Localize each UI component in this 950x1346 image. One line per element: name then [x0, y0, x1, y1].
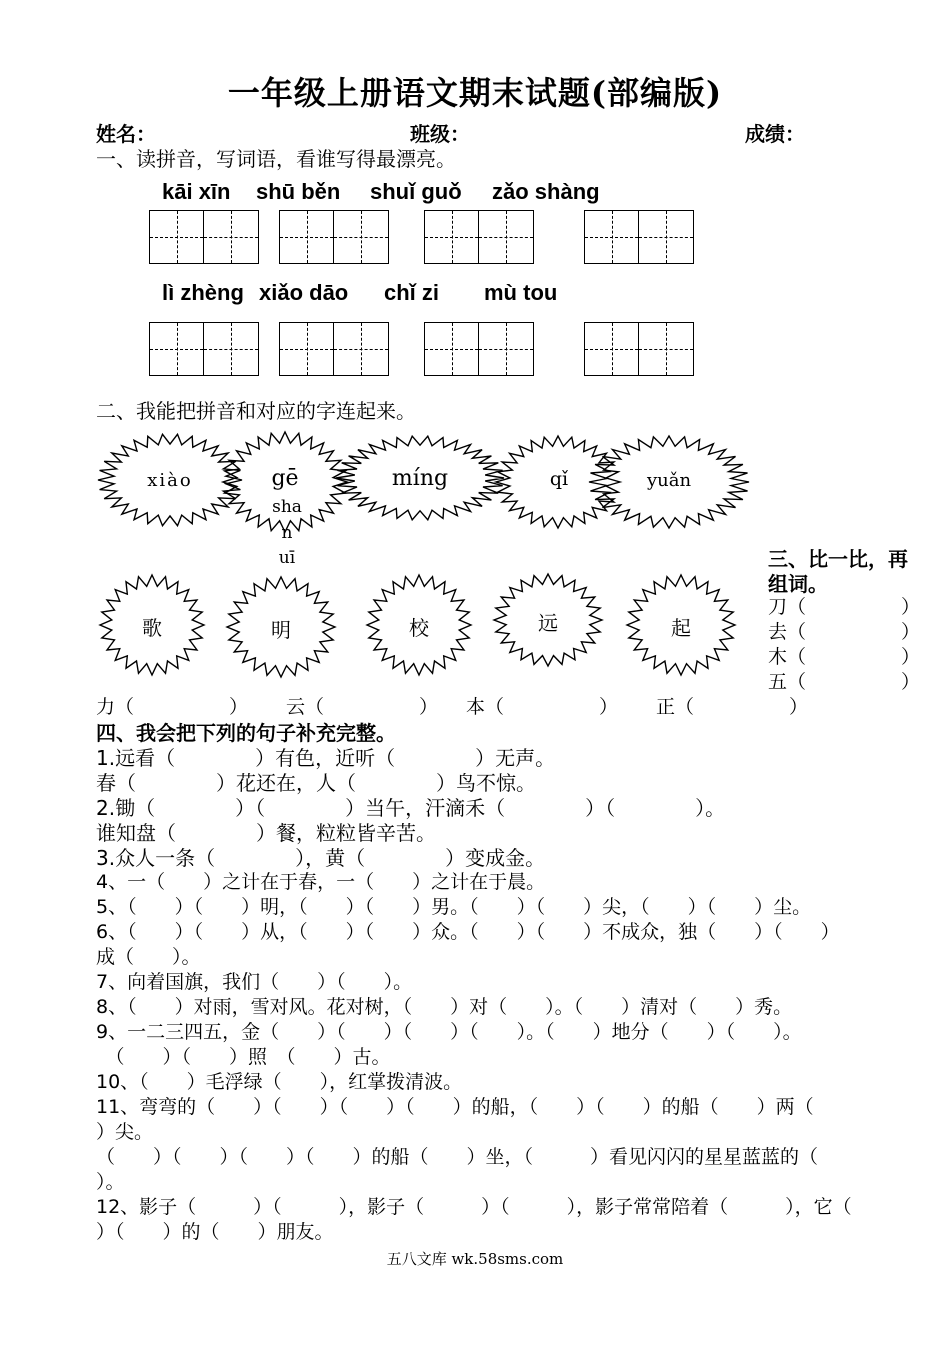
pinyin-word: xiǎo dāo: [259, 280, 349, 305]
fill-line: 4、一（ ）之计在于春，一（ ）之计在于晨。: [96, 871, 546, 893]
section1-heading: 一、读拼音，写词语，看谁写得最漂亮。: [96, 147, 456, 171]
fill-line: 8、（ ）对雨，雪对风。花对树，（ ）对（ ）。（ ）清对（ ）秀。: [96, 996, 793, 1018]
pinyin-bubble-label[interactable]: gē: [271, 466, 299, 491]
section2-heading: 二、我能把拼音和对应的字连起来。: [96, 399, 416, 423]
stray-pinyin: sha: [272, 497, 302, 517]
compare-item: 五（ ）: [768, 671, 921, 693]
class-label: 班级：: [410, 122, 470, 146]
score-label: 成绩：: [745, 122, 805, 146]
pinyin-word: shuǐ guǒ: [370, 179, 462, 204]
pinyin-bubble-label[interactable]: qǐ: [549, 468, 569, 490]
pinyin-word: chǐ zi: [384, 280, 440, 305]
compare-item: 正（ ）: [656, 696, 809, 718]
fill-line: 9、一二三四五，金（ ）（ ）（ ）（ ）。（ ）地分（ ）（ ）。: [96, 1021, 802, 1043]
pinyin-word: lì zhèng: [162, 280, 244, 305]
poem-line: 3.众人一条（ ），黄（ ）变成金。: [96, 846, 546, 870]
fill-line: ）。: [96, 1171, 125, 1193]
char-bubble-label[interactable]: 校: [409, 616, 429, 640]
char-bubble-label[interactable]: 明: [271, 618, 291, 642]
stray-pinyin: n: [281, 523, 293, 543]
fill-line: ）（ ）的（ ）朋友。: [96, 1221, 334, 1243]
char-bubble-label[interactable]: 远: [538, 611, 558, 635]
fill-line: ）尖。: [96, 1121, 154, 1143]
compare-item: 云（ ）: [286, 696, 439, 718]
pinyin-word: shū běn: [256, 179, 341, 204]
fill-line: 成（ ）。: [96, 946, 201, 968]
stray-pinyin: uī: [278, 548, 296, 568]
pinyin-bubble-label[interactable]: yuǎn: [646, 470, 692, 491]
poem-line: 春（ ）花还在，人（ ）鸟不惊。: [96, 771, 536, 795]
compare-item: 木（ ）: [768, 646, 921, 668]
fill-line: 6、（ ）（ ）从，（ ）（ ）众。（ ）（ ）不成众，独（ ）（ ）: [96, 921, 840, 943]
pinyin-word: mù tou: [484, 280, 558, 305]
poem-line: 谁知盘（ ）餐，粒粒皆辛苦。: [96, 821, 436, 845]
section4-heading: 四、我会把下列的句子补充完整。: [96, 721, 396, 745]
compare-item: 本（ ）: [466, 696, 619, 718]
compare-item: 刀（ ）: [768, 596, 921, 618]
char-bubble-label[interactable]: 起: [671, 616, 691, 640]
pinyin-word: kāi xīn: [162, 179, 231, 204]
pinyin-bubble-label[interactable]: míng: [391, 466, 449, 491]
page-title: 一年级上册语文期末试题(部编版): [227, 74, 723, 112]
footer-source: 五八文库 wk.58sms.com: [386, 1250, 564, 1268]
char-bubble-label[interactable]: 歌: [142, 616, 162, 640]
section3-heading-cont: 组词。: [768, 572, 828, 596]
name-label: 姓名：: [96, 122, 156, 146]
poem-line: 1.远看（ ）有色，近听（ ）无声。: [96, 746, 556, 770]
fill-line: 12、影子（ ）（ ），影子（ ）（ ），影子常常陪着（ ），它（: [96, 1196, 852, 1218]
fill-line: 7、向着国旗，我们（ ）（ ）。: [96, 971, 413, 993]
compare-item: 去（ ）: [768, 621, 921, 643]
section3-heading: 三、比一比，再: [768, 547, 908, 571]
compare-item: 力（ ）: [96, 696, 249, 718]
fill-line: （ ）（ ）照 （ ）古。: [96, 1046, 391, 1068]
fill-line: 10、（ ）毛浮绿（ ），红掌拨清波。: [96, 1071, 463, 1093]
pinyin-bubble-label[interactable]: xiào: [147, 470, 193, 491]
fill-line: 11、弯弯的（ ）（ ）（ ）（ ）的船，（ ）（ ）的船（ ）两（: [96, 1096, 814, 1118]
poem-line: 2.锄（ ）（ ）当午，汗滴禾（ ）（ ）。: [96, 796, 726, 820]
pinyin-word: zǎo shàng: [492, 179, 600, 204]
fill-line: 5、（ ）（ ）明，（ ）（ ）男。（ ）（ ）尖，（ ）（ ）尘。: [96, 896, 812, 918]
fill-line: （ ）（ ）（ ）（ ）的船（ ）坐，（ ）看见闪闪的星星蓝蓝的（: [96, 1146, 819, 1168]
